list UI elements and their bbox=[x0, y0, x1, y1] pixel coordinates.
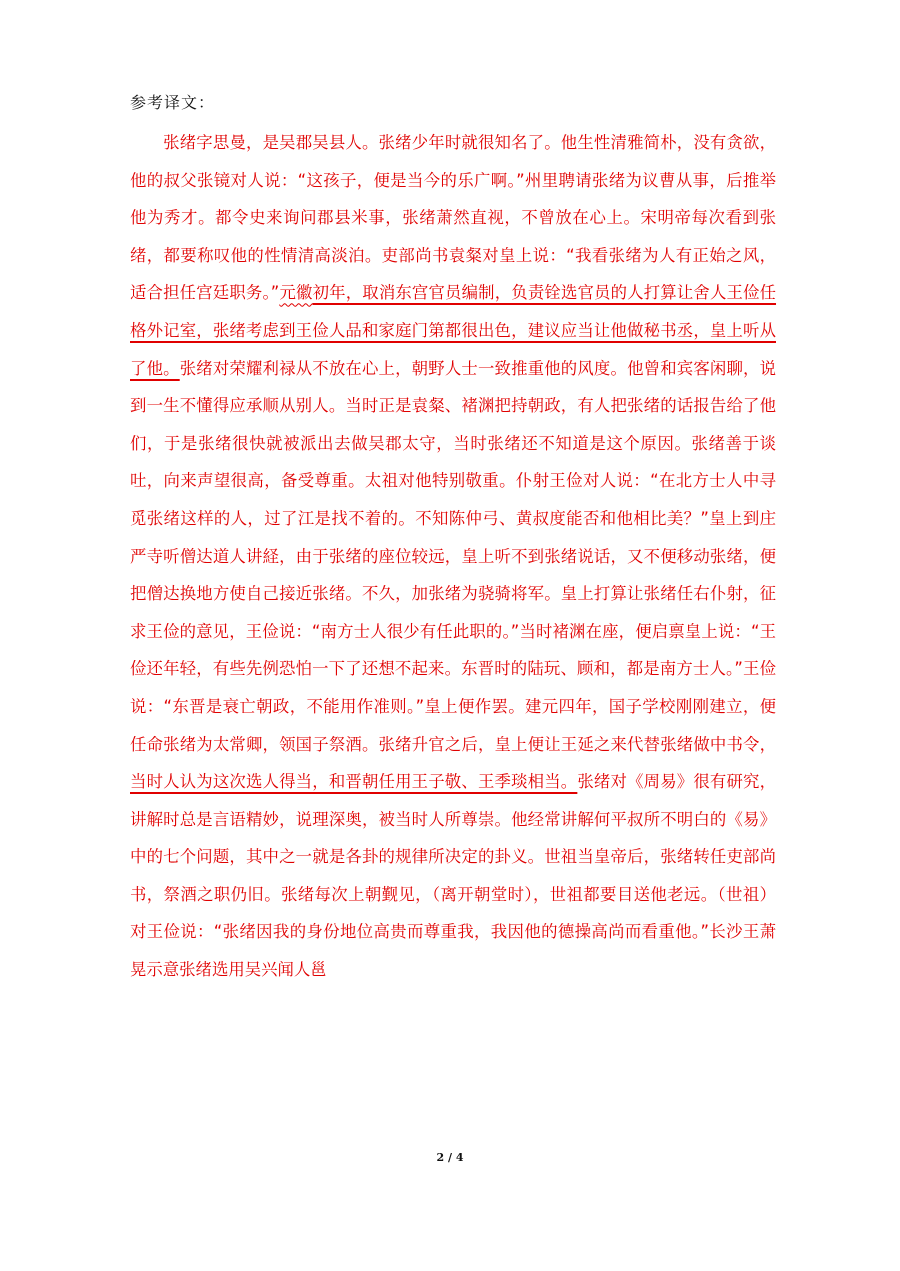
reference-translation-heading: 参考译文： bbox=[130, 93, 216, 112]
page-number: 2 / 4 bbox=[436, 1151, 464, 1164]
wavy-underlined-start: 元徽 bbox=[279, 283, 313, 303]
body-part-2: 张绪对荣耀利禄从不放在心上，朝野人士一致推重他的风度。他曾和宾客闲聊，说到一生不懂得应承顺从别人。当时正是袁粲、褚渊把持朝政，有人把张绪的话报告给了他们，于是张绪很快就被派出去做吴郡太守，当时张绪还不知道是这个原因。张绪善于谈吐，向来声望很高，备受尊重。太祖对他特别敬重。仆射王俭对人说：“在北方士人中寻觅张绪这样的人，过了江是找不着的。不知陈仲弓、黄叔度能否和他相比美？”皇上到庄严寺听僧达道人讲経，由于张绪的座位较远，皇上听不到张绪说话，又不便移动张绪，便把僧达换地方使自己接近张绪。不久，加张绪为骁骑将军。皇上打算让张绪任右仆射，征求王俭的意见，王俭说：“南方士人很少有任此职的。”当时褚渊在座，便启禀皇上说：“王俭还年轻，有些先例恐怕一下了还想不起来。东晋时的陆玩、顾和，都是南方士人。”王俭说：“东晋是衰亡朝政，不能用作准则。”皇上便作罢。建元四年，国子学校刚刚建立，便任命张绪为太常卿，领国子祭酒。张绪升官之后，皇上便让王延之来代替张绪做中书令， bbox=[130, 358, 777, 754]
body-part-1: 张绪字思曼，是吴郡吴县人。张绪少年时就很知名了。他生性清雅简朴，没有贪欲，他的叔父张镜对人说：“这孩子，便是当今的乐广啊。”州里聘请张绪为议曹从事，后推举他为秀才。都令史来询问郡县米事，张绪萧然直视，不曾放在心上。宋明帝每次看到张绪，都要称叹他的性情清高淡泊。吏部尚书袁粲对皇上说：“我看张绪为人有正始之风，适合担任宫廷职务。” bbox=[130, 133, 776, 303]
solid-underlined-passage-1: 初年，取消东宫官员编制，负责铨选官员的人打算让舍人王俭任格外记室，张绪考虑到王俭人品和家庭门第都很出色，建议应当让他做秘书丞，皇上听从了他。 bbox=[130, 283, 777, 378]
body-part-3: 张绪对《周易》很有研究，讲解时总是言语精妙，说理深奥，被当时人所尊崇。他经常讲解何平叔所不明白的《易》中的七个问题，其中之一就是各卦的规律所决定的卦义。世祖当皇帝后，张绪转任吏部尚书，祭酒之职仍旧。张绪每次上朝觐见，（离开朝堂时），世祖都要目送他老远。（世祖）对王俭说：“张绪因我的身份地位高贵而尊重我，我因他的德操高尚而看重他。”长沙王萧晃示意张绪选用吴兴闻人邕 bbox=[130, 772, 777, 980]
translation-body bbox=[130, 124, 776, 989]
solid-underlined-passage-2: 当时人认为这次选人得当，和晋朝任用王子敬、王季琰相当。 bbox=[130, 772, 578, 792]
